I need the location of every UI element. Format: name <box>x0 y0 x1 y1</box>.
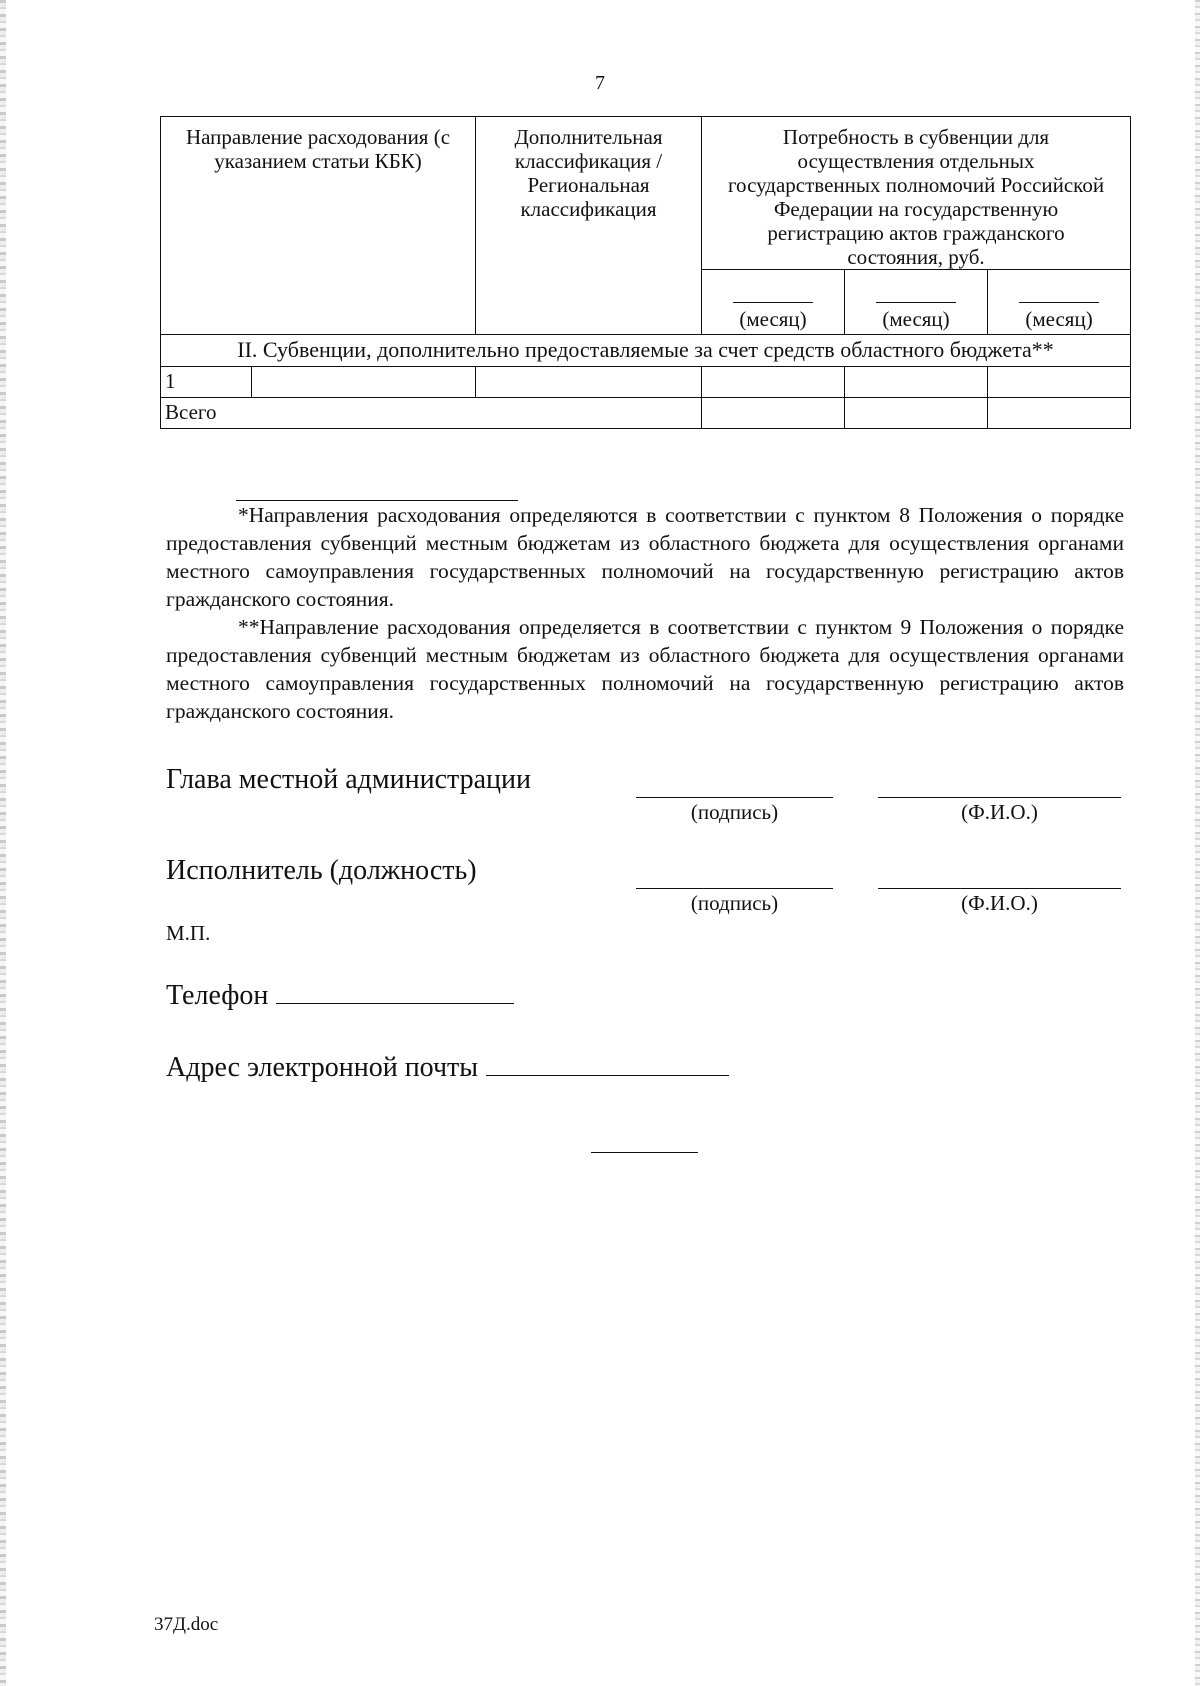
email-label: Адрес электронной почты <box>166 1052 479 1083</box>
table-row <box>161 367 1131 398</box>
row-month-2-cell <box>845 367 988 398</box>
footnotes <box>166 501 1124 725</box>
month-label: (месяц) <box>882 307 950 331</box>
month-column-2 <box>845 270 988 335</box>
month-label: (месяц) <box>1025 307 1093 331</box>
phone-blank-line[interactable] <box>276 1002 514 1004</box>
executor-label: Исполнитель (должность) <box>166 855 477 886</box>
scan-edge-left <box>0 0 6 1686</box>
row-month-1-cell <box>702 367 845 398</box>
row-number-cell: 1 <box>161 367 252 398</box>
head-name-caption: (Ф.И.О.) <box>961 800 1038 824</box>
footnote-2: **Направление расходования определяется в соответствии с пунктом 9 Положения о порядке предоставления субвенций местным бюджетам из областного бюджета для осуществления органами местного самоуправления государственных полномочий на государственную регистрацию актов гражданского состояния. <box>166 615 1124 723</box>
month-blank-line <box>1019 302 1099 303</box>
header-classification: Дополнительная классификация / Региональная классификация <box>476 117 702 335</box>
total-row <box>161 398 1131 429</box>
total-label: Всего <box>161 398 702 429</box>
stamp-label: М.П. <box>166 921 211 945</box>
head-signature-line[interactable] <box>636 797 833 798</box>
row-direction-cell <box>252 367 476 398</box>
section-title: II. Субвенции, дополнительно предоставляемые за счет средств областного бюджета** <box>161 335 1131 367</box>
head-label: Глава местной администрации <box>166 764 531 795</box>
scan-edge-right <box>1195 0 1200 1686</box>
phone-label: Телефон <box>166 980 269 1011</box>
page-number: 7 <box>595 72 605 94</box>
executor-signature-caption: (подпись) <box>690 891 779 915</box>
month-blank-line <box>733 302 813 303</box>
phone-field <box>166 980 514 1012</box>
table-header-row <box>161 117 1131 270</box>
row-month-3-cell <box>988 367 1131 398</box>
subvention-table <box>160 116 1131 429</box>
month-column-1 <box>702 270 845 335</box>
head-name-line[interactable] <box>878 797 1121 798</box>
total-month-2-cell <box>845 398 988 429</box>
header-direction: Направление расходования (с указанием статьи КБК) <box>161 117 476 335</box>
executor-signature-line[interactable] <box>636 888 833 889</box>
total-month-3-cell <box>988 398 1131 429</box>
row-classification-cell <box>476 367 702 398</box>
head-signature-caption: (подпись) <box>690 800 779 824</box>
email-field <box>166 1052 729 1084</box>
month-label: (месяц) <box>739 307 807 331</box>
header-need: Потребность в субвенции для осуществления отдельных государственных полномочий Российской Федерации на государственную регистрацию актов гражданского состояния, руб. <box>702 117 1131 270</box>
executor-name-caption: (Ф.И.О.) <box>961 891 1038 915</box>
month-blank-line <box>876 302 956 303</box>
footnote-1: *Направления расходования определяются в соответствии с пунктом 8 Положения о порядке предоставления субвенций местным бюджетам из областного бюджета для осуществления органами местного самоуправления государственных полномочий на государственную регистрацию актов гражданского состояния. <box>166 503 1124 611</box>
file-name: 37Д.doc <box>154 1614 219 1635</box>
end-of-document-rule <box>591 1152 698 1153</box>
total-month-1-cell <box>702 398 845 429</box>
section-row <box>161 335 1131 367</box>
month-column-3 <box>988 270 1131 335</box>
executor-name-line[interactable] <box>878 888 1121 889</box>
email-blank-line[interactable] <box>486 1074 729 1076</box>
